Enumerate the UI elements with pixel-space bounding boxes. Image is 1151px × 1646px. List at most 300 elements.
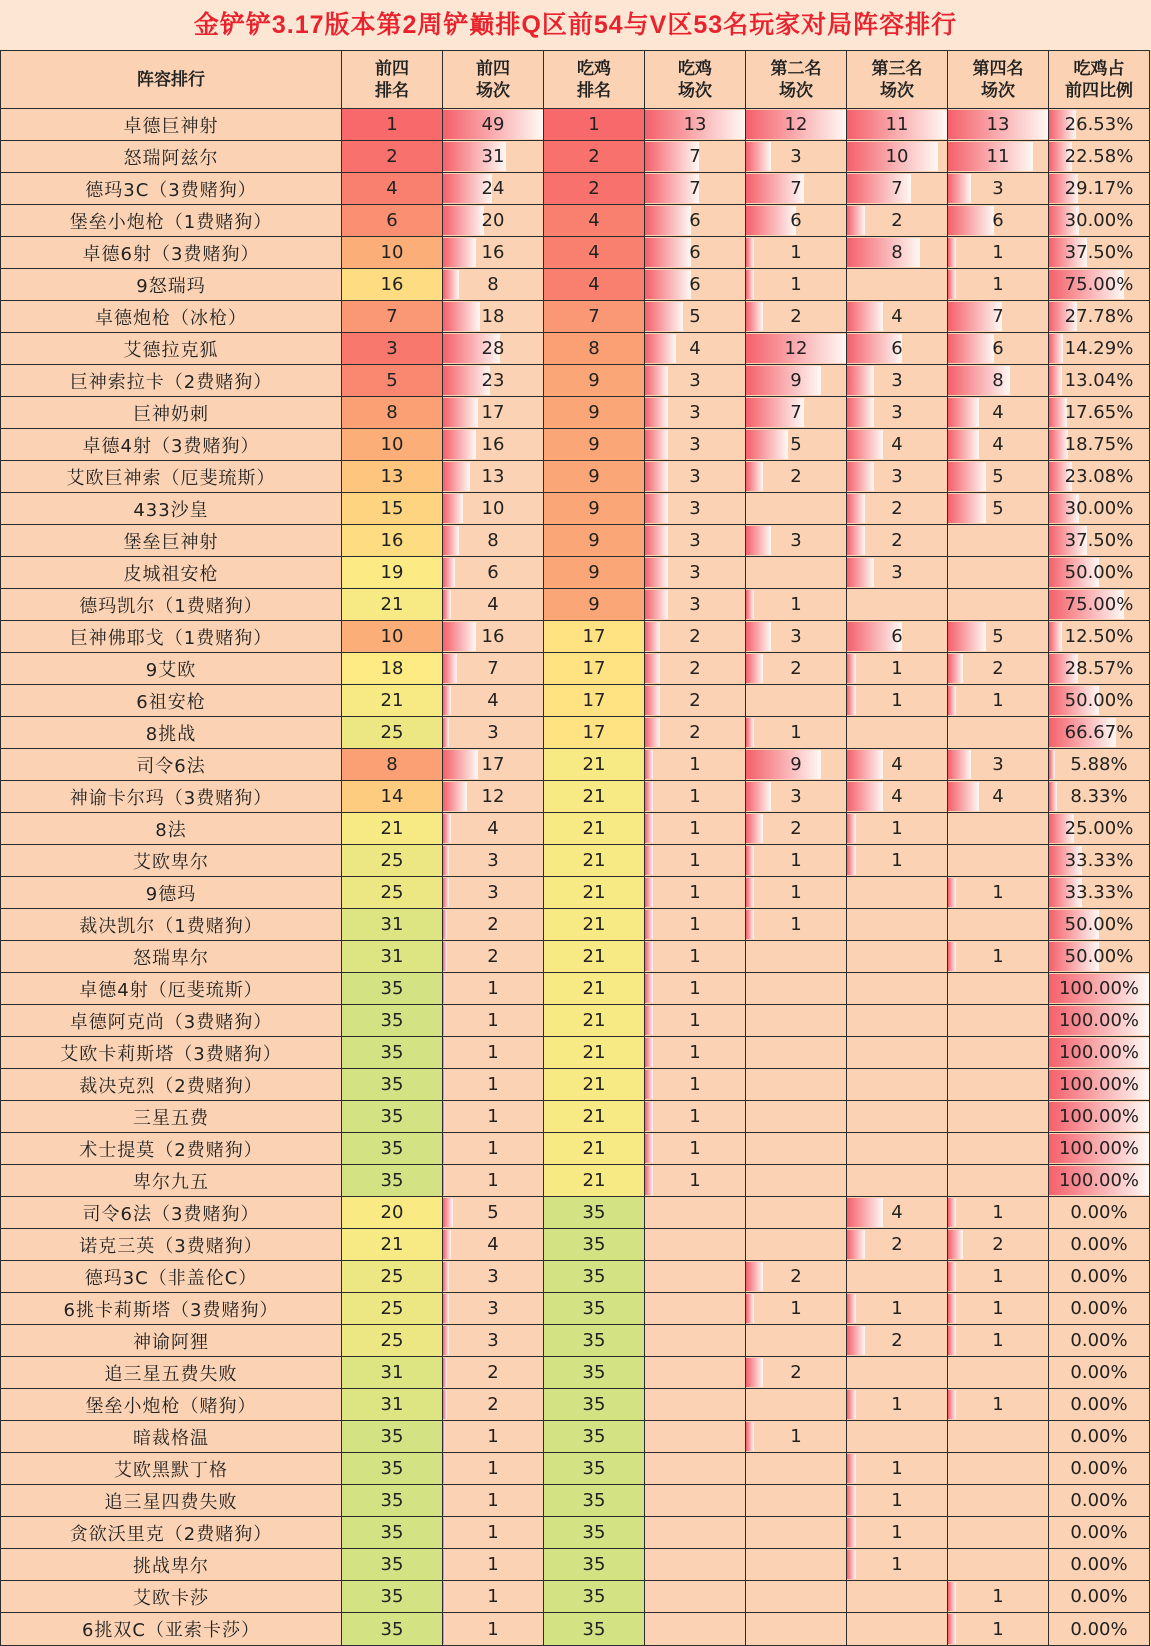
cell-value: 3 — [487, 1330, 499, 1351]
cell-name — [1, 525, 342, 557]
cell-win-pct — [1049, 1005, 1150, 1037]
page-title: 金铲铲3.17版本第2周铲巅排Q区前54与V区53名玩家对局阵容排行 — [0, 0, 1151, 50]
data-bar — [847, 1390, 856, 1419]
data-bar — [948, 1230, 963, 1259]
cell-value: 12 — [784, 338, 808, 359]
cell-win-pct — [1049, 1357, 1150, 1389]
cell-second — [746, 301, 847, 333]
cell-win-count — [645, 717, 746, 749]
cell-win-rank — [544, 1037, 645, 1069]
cell-value: 18 — [380, 658, 404, 679]
cell-value: 35 — [380, 1042, 404, 1063]
cell-value: 16 — [481, 242, 505, 263]
cell-value: 6 — [689, 210, 701, 231]
cell-value: 4 — [487, 690, 499, 711]
cell-win-count — [645, 1229, 746, 1261]
cell-name — [1, 1261, 342, 1293]
table-row — [1, 557, 1150, 589]
data-bar — [443, 1326, 449, 1355]
cell-value: 6 — [891, 338, 903, 359]
cell-value: 35 — [380, 1522, 404, 1543]
cell-value: 1 — [992, 1298, 1004, 1319]
data-bar — [746, 270, 754, 299]
data-bar — [645, 1070, 653, 1099]
cell-value: 司令6法（3费赌狗） — [82, 1203, 260, 1225]
cell-value: 17 — [481, 402, 505, 423]
cell-win-count — [645, 1581, 746, 1613]
data-bar — [847, 462, 874, 491]
table-row — [1, 397, 1150, 429]
cell-name — [1, 685, 342, 717]
cell-third — [847, 525, 948, 557]
data-bar — [1049, 750, 1055, 779]
cell-value: 3 — [487, 1266, 499, 1287]
table-row — [1, 781, 1150, 813]
cell-value: 2 — [891, 1330, 903, 1351]
cell-value: 1 — [487, 1490, 499, 1511]
cell-win-pct — [1049, 173, 1150, 205]
cell-top4-count — [443, 1229, 544, 1261]
cell-second — [746, 365, 847, 397]
data-bar — [443, 1070, 445, 1099]
cell-top4-count — [443, 781, 544, 813]
cell-win-pct — [1049, 1549, 1150, 1581]
table-row — [1, 813, 1150, 845]
data-bar — [443, 1422, 445, 1451]
cell-name — [1, 429, 342, 461]
cell-second — [746, 1421, 847, 1453]
table-row — [1, 429, 1150, 461]
cell-value: 卓德6射（3费赌狗） — [82, 243, 260, 265]
cell-value: 20 — [380, 1202, 404, 1223]
cell-top4-rank — [342, 845, 443, 877]
cell-top4-rank — [342, 397, 443, 429]
cell-value: 35 — [582, 1618, 606, 1640]
cell-value: 2 — [689, 626, 701, 647]
cell-value: 50.00% — [1064, 562, 1134, 583]
cell-value: 0.00% — [1070, 1458, 1128, 1479]
cell-top4-count — [443, 1517, 544, 1549]
cell-second — [746, 1101, 847, 1133]
cell-value: 9 — [790, 754, 802, 775]
cell-value: 7 — [891, 178, 903, 199]
table-row — [1, 1005, 1150, 1037]
cell-value: 24 — [481, 178, 505, 199]
data-bar — [443, 654, 457, 683]
cell-value: 49 — [481, 114, 505, 135]
data-bar — [645, 1102, 653, 1131]
cell-win-count — [645, 973, 746, 1005]
cell-win-count — [645, 1485, 746, 1517]
cell-value: 3 — [689, 562, 701, 583]
cell-top4-count — [443, 173, 544, 205]
cell-third — [847, 1165, 948, 1197]
cell-win-rank — [544, 1517, 645, 1549]
cell-value: 0.00% — [1070, 1266, 1128, 1287]
cell-second — [746, 1069, 847, 1101]
cell-value: 25 — [380, 722, 404, 743]
data-bar — [847, 558, 874, 587]
cell-value: 6 — [992, 210, 1004, 231]
header-win-rank: 吃鸡 排名 — [544, 51, 645, 109]
cell-second — [746, 333, 847, 365]
cell-third — [847, 1581, 948, 1613]
cell-value: 1 — [790, 850, 802, 871]
cell-value: 100.00% — [1058, 1106, 1140, 1127]
header-name: 阵容排行 — [1, 51, 342, 109]
cell-third — [847, 1517, 948, 1549]
cell-top4-rank — [342, 205, 443, 237]
cell-third — [847, 1133, 948, 1165]
cell-value: 1 — [790, 1426, 802, 1447]
cell-third — [847, 621, 948, 653]
cell-win-pct — [1049, 909, 1150, 941]
cell-win-count — [645, 653, 746, 685]
cell-top4-rank — [342, 1549, 443, 1581]
data-bar — [443, 878, 449, 907]
cell-name — [1, 1389, 342, 1421]
cell-second — [746, 877, 847, 909]
cell-value: 9德玛 — [145, 883, 197, 905]
cell-value: 2 — [790, 306, 802, 327]
cell-top4-rank — [342, 1581, 443, 1613]
cell-win-rank — [544, 717, 645, 749]
data-bar — [948, 270, 956, 299]
cell-win-rank — [544, 205, 645, 237]
cell-name — [1, 1229, 342, 1261]
cell-fourth — [948, 1037, 1049, 1069]
cell-fourth — [948, 397, 1049, 429]
cell-value: 5 — [790, 434, 802, 455]
cell-value: 4 — [891, 754, 903, 775]
data-bar — [847, 782, 883, 811]
table-row — [1, 1325, 1150, 1357]
cell-name — [1, 621, 342, 653]
cell-second — [746, 1037, 847, 1069]
cell-value: 20 — [481, 210, 505, 231]
cell-value: 0.00% — [1070, 1202, 1128, 1223]
data-bar — [948, 1326, 956, 1355]
table-row — [1, 1421, 1150, 1453]
cell-top4-count — [443, 1389, 544, 1421]
cell-top4-count — [443, 1133, 544, 1165]
cell-win-pct — [1049, 237, 1150, 269]
cell-value: 1 — [689, 1074, 701, 1095]
cell-win-rank — [544, 909, 645, 941]
cell-name — [1, 781, 342, 813]
cell-value: 1 — [689, 978, 701, 999]
cell-win-count — [645, 333, 746, 365]
data-bar — [645, 782, 653, 811]
cell-fourth — [948, 653, 1049, 685]
cell-value: 21 — [582, 818, 606, 839]
cell-value: 术士提莫（2费赌狗） — [79, 1139, 263, 1161]
data-bar — [645, 558, 668, 587]
data-bar — [746, 1294, 754, 1323]
cell-name — [1, 1293, 342, 1325]
cell-value: 1 — [790, 882, 802, 903]
cell-value: 31 — [380, 1394, 404, 1415]
cell-win-pct — [1049, 749, 1150, 781]
cell-win-count — [645, 589, 746, 621]
cell-name — [1, 1581, 342, 1613]
cell-top4-count — [443, 1037, 544, 1069]
cell-win-rank — [544, 1165, 645, 1197]
cell-value: 2 — [891, 210, 903, 231]
cell-value: 1 — [689, 882, 701, 903]
cell-fourth — [948, 813, 1049, 845]
cell-value: 3 — [487, 850, 499, 871]
cell-value: 30.00% — [1064, 210, 1134, 231]
cell-second — [746, 557, 847, 589]
cell-win-rank — [544, 1453, 645, 1485]
cell-win-rank — [544, 1613, 645, 1646]
cell-value: 6 — [689, 274, 701, 295]
cell-third — [847, 653, 948, 685]
cell-value: 35 — [582, 1266, 606, 1287]
cell-value: 4 — [689, 338, 701, 359]
cell-value: 13 — [481, 466, 505, 487]
cell-value: 1 — [992, 1618, 1004, 1640]
cell-value: 50.00% — [1064, 946, 1134, 967]
cell-win-pct — [1049, 877, 1150, 909]
cell-top4-rank — [342, 1197, 443, 1229]
cell-value: 25 — [380, 1330, 404, 1351]
cell-value: 2 — [790, 466, 802, 487]
cell-value: 2 — [386, 146, 398, 167]
cell-value: 2 — [487, 1362, 499, 1383]
cell-value: 堡垒小炮枪（1费赌狗） — [69, 211, 273, 233]
cell-value: 1 — [689, 914, 701, 935]
cell-value: 35 — [380, 1618, 404, 1640]
cell-win-count — [645, 1549, 746, 1581]
data-bar — [746, 142, 771, 171]
cell-fourth — [948, 685, 1049, 717]
data-bar — [645, 238, 691, 267]
cell-top4-rank — [342, 653, 443, 685]
data-bar — [847, 430, 883, 459]
cell-value: 2 — [992, 1234, 1004, 1255]
cell-top4-rank — [342, 237, 443, 269]
cell-value: 7 — [992, 306, 1004, 327]
cell-value: 5 — [992, 498, 1004, 519]
cell-name — [1, 813, 342, 845]
cell-win-rank — [544, 1357, 645, 1389]
data-bar — [443, 494, 463, 523]
cell-value: 33.33% — [1064, 882, 1134, 903]
cell-second — [746, 909, 847, 941]
cell-win-count — [645, 909, 746, 941]
cell-value: 6挑卡莉斯塔（3费赌狗） — [63, 1299, 279, 1321]
cell-top4-count — [443, 845, 544, 877]
cell-value: 2 — [891, 1234, 903, 1255]
data-bar — [948, 398, 979, 427]
data-bar — [443, 782, 467, 811]
cell-value: 2 — [790, 1362, 802, 1383]
cell-third — [847, 493, 948, 525]
cell-fourth — [948, 973, 1049, 1005]
cell-top4-count — [443, 1421, 544, 1453]
cell-value: 1 — [487, 1586, 499, 1607]
cell-value: 17.65% — [1064, 402, 1134, 423]
cell-value: 7 — [487, 658, 499, 679]
cell-value: 75.00% — [1064, 274, 1134, 295]
cell-value: 50.00% — [1064, 690, 1134, 711]
cell-value: 1 — [487, 1106, 499, 1127]
cell-value: 1 — [891, 1394, 903, 1415]
cell-fourth — [948, 493, 1049, 525]
table-row — [1, 685, 1150, 717]
cell-value: 艾欧卑尔 — [133, 851, 209, 873]
cell-win-count — [645, 557, 746, 589]
cell-value: 100.00% — [1058, 1170, 1140, 1191]
cell-value: 艾欧巨神索（厄斐琉斯） — [66, 467, 276, 489]
cell-value: 2 — [487, 914, 499, 935]
cell-value: 4 — [588, 274, 600, 295]
cell-value: 4 — [992, 402, 1004, 423]
cell-fourth — [948, 333, 1049, 365]
cell-value: 21 — [380, 1234, 404, 1255]
cell-value: 35 — [380, 1586, 404, 1607]
cell-win-rank — [544, 589, 645, 621]
cell-win-rank — [544, 141, 645, 173]
cell-win-rank — [544, 877, 645, 909]
cell-third — [847, 1005, 948, 1037]
cell-top4-count — [443, 685, 544, 717]
cell-value: 1 — [891, 658, 903, 679]
data-bar — [746, 910, 754, 939]
cell-win-pct — [1049, 973, 1150, 1005]
header-win-pct: 吃鸡占 前四比例 — [1049, 51, 1150, 109]
cell-win-rank — [544, 1421, 645, 1453]
cell-value: 1 — [487, 1522, 499, 1543]
cell-win-rank — [544, 1101, 645, 1133]
cell-value: 卓德4射（3费赌狗） — [82, 435, 260, 457]
cell-name — [1, 1101, 342, 1133]
table-row — [1, 461, 1150, 493]
data-bar — [443, 942, 447, 971]
cell-value: 6祖安枪 — [136, 691, 206, 713]
cell-fourth — [948, 173, 1049, 205]
cell-value: 3 — [487, 722, 499, 743]
cell-third — [847, 557, 948, 589]
cell-win-count — [645, 1069, 746, 1101]
cell-value: 25 — [380, 882, 404, 903]
cell-value: 3 — [689, 466, 701, 487]
cell-value: 7 — [790, 402, 802, 423]
cell-win-rank — [544, 1549, 645, 1581]
cell-fourth — [948, 141, 1049, 173]
cell-value: 德玛凯尔（1费赌狗） — [79, 595, 263, 617]
cell-win-rank — [544, 1005, 645, 1037]
cell-value: 18 — [481, 306, 505, 327]
cell-value: 0.00% — [1070, 1554, 1128, 1575]
cell-third — [847, 1389, 948, 1421]
data-bar — [948, 686, 956, 715]
data-bar — [443, 1454, 445, 1483]
cell-value: 卓德炮枪（冰枪） — [95, 307, 247, 329]
cell-third — [847, 1421, 948, 1453]
cell-top4-count — [443, 1325, 544, 1357]
cell-win-count — [645, 461, 746, 493]
header-second: 第二名 场次 — [746, 51, 847, 109]
table-row — [1, 173, 1150, 205]
data-bar — [948, 654, 963, 683]
cell-third — [847, 205, 948, 237]
data-bar — [443, 1006, 445, 1035]
cell-value: 5.88% — [1070, 754, 1128, 775]
data-bar — [948, 1294, 956, 1323]
table-row — [1, 333, 1150, 365]
cell-fourth — [948, 909, 1049, 941]
cell-value: 1 — [689, 850, 701, 871]
cell-top4-count — [443, 397, 544, 429]
cell-value: 4 — [891, 1202, 903, 1223]
cell-name — [1, 333, 342, 365]
table-row — [1, 1229, 1150, 1261]
cell-second — [746, 141, 847, 173]
cell-top4-rank — [342, 1261, 443, 1293]
cell-value: 9怒瑞玛 — [136, 275, 206, 297]
cell-value: 2 — [790, 818, 802, 839]
data-bar — [443, 622, 476, 651]
cell-value: 35 — [582, 1394, 606, 1415]
cell-value: 2 — [992, 658, 1004, 679]
cell-value: 35 — [380, 1074, 404, 1095]
cell-value: 3 — [790, 786, 802, 807]
data-bar — [948, 782, 979, 811]
table-body — [1, 109, 1150, 1646]
cell-top4-rank — [342, 621, 443, 653]
header-row — [1, 51, 1150, 109]
cell-value: 7 — [386, 306, 398, 327]
data-bar — [645, 398, 668, 427]
data-bar — [645, 590, 668, 619]
cell-top4-rank — [342, 365, 443, 397]
data-bar — [948, 430, 979, 459]
cell-value: 31 — [380, 914, 404, 935]
cell-value: 3 — [790, 146, 802, 167]
cell-fourth — [948, 1421, 1049, 1453]
cell-value: 1 — [992, 1586, 1004, 1607]
cell-win-count — [645, 365, 746, 397]
cell-second — [746, 781, 847, 813]
cell-value: 巨神佛耶戈（1费赌狗） — [69, 627, 273, 649]
cell-value: 1 — [689, 1106, 701, 1127]
cell-value: 1 — [992, 1202, 1004, 1223]
cell-top4-count — [443, 813, 544, 845]
cell-value: 27.78% — [1064, 306, 1134, 327]
cell-second — [746, 1485, 847, 1517]
data-bar — [443, 1198, 453, 1227]
cell-second — [746, 429, 847, 461]
cell-value: 1 — [689, 1042, 701, 1063]
cell-second — [746, 269, 847, 301]
table-row — [1, 589, 1150, 621]
cell-top4-count — [443, 749, 544, 781]
cell-name — [1, 1453, 342, 1485]
table-row — [1, 621, 1150, 653]
lineup-ranking-table — [0, 50, 1150, 1646]
cell-win-rank — [544, 1293, 645, 1325]
data-bar — [847, 398, 874, 427]
data-bar — [746, 430, 788, 459]
cell-value: 35 — [380, 1490, 404, 1511]
cell-top4-count — [443, 1581, 544, 1613]
cell-win-pct — [1049, 941, 1150, 973]
cell-win-pct — [1049, 301, 1150, 333]
cell-value: 10 — [885, 146, 909, 167]
